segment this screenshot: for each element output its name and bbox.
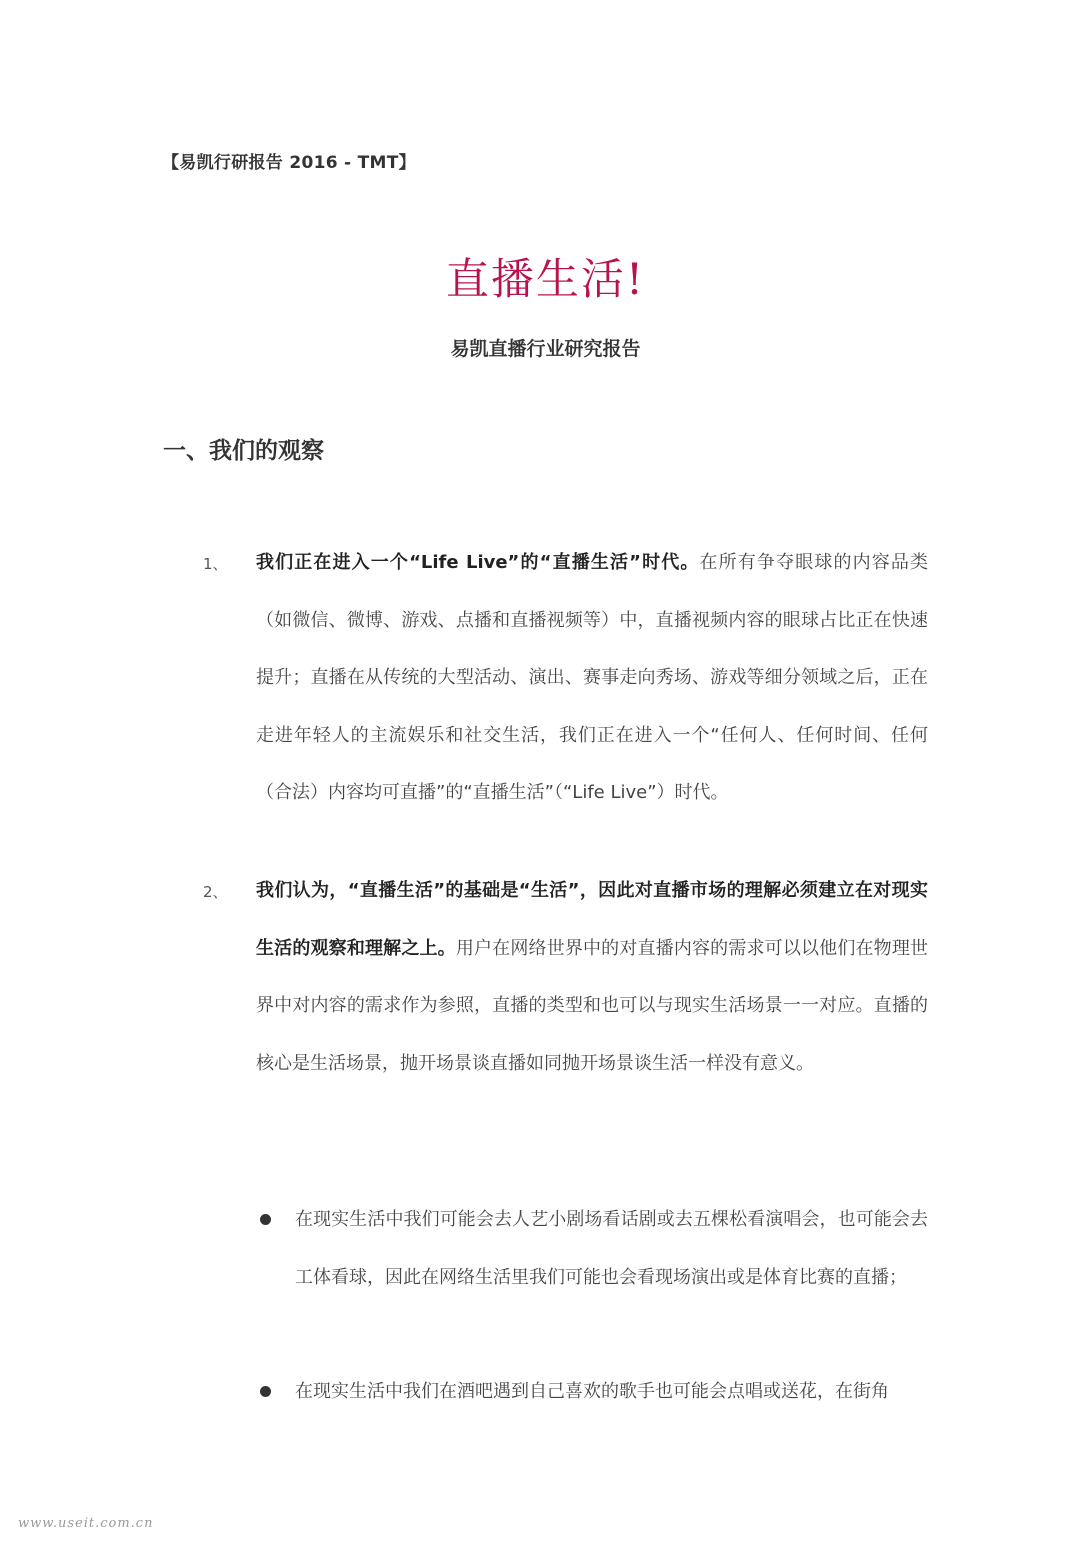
bullet-text: 在现实生活中我们在酒吧遇到自己喜欢的歌手也可能会点唱或送花，在街角	[295, 1381, 889, 1402]
item-text: 在所有争夺眼球的内容品类（如微信、微博、游戏、点播和直播视频等）中，直播视频内容的眼球占比正在快速提升；直播在从传统的大型活动、演出、赛事走向秀场、游戏等细分领域之后，正在走进年轻人的主流娱乐和社交生活，我们正在进入一个“任何人、任何时间、任何（合法）内容均可直播”的“直播生活”（“Life Live”）时代。	[256, 552, 928, 803]
page-subtitle: 易凯直播行业研究报告	[450, 338, 641, 360]
section-heading: 一、我们的观察	[163, 438, 324, 464]
item-text: 用户在网络世界中的对直播内容的需求可以以他们在物理世界中对内容的需求作为参照，直播的类型和也可以与现实生活场景一一对应。直播的核心是生活场景，抛开场景谈直播如同抛开场景谈生活一样没有意义。	[256, 937, 929, 1074]
watermark: www.useit.com.cn	[18, 1516, 154, 1531]
bullet-text: 在现实生活中我们可能会去人艺小剧场看话剧或去五棵松看演唱会，也可能会去工体看球，因此在网络生活里我们可能也会看现场演出或是体育比赛的直播；	[295, 1209, 928, 1288]
item-paragraph	[256, 534, 928, 822]
item-bold-lead: 我们正在进入一个“Life Live”的“直播生活”时代。	[256, 552, 700, 573]
report-tag: 【易凯行研报告 2016 - TMT】	[162, 153, 416, 173]
bullet-dot-icon	[260, 1386, 271, 1397]
page-title: 直播生活!	[445, 255, 646, 305]
bullet-dot-icon	[260, 1214, 271, 1225]
item-paragraph	[256, 862, 928, 1092]
item-number: 2、	[203, 883, 228, 901]
item-number: 1、	[203, 555, 228, 573]
item-bold-lead: 我们认为，“直播生活”的基础是“生活”，因此对直播市场的理解必须建立在对现实生活的观察和理解之上。	[256, 880, 928, 959]
